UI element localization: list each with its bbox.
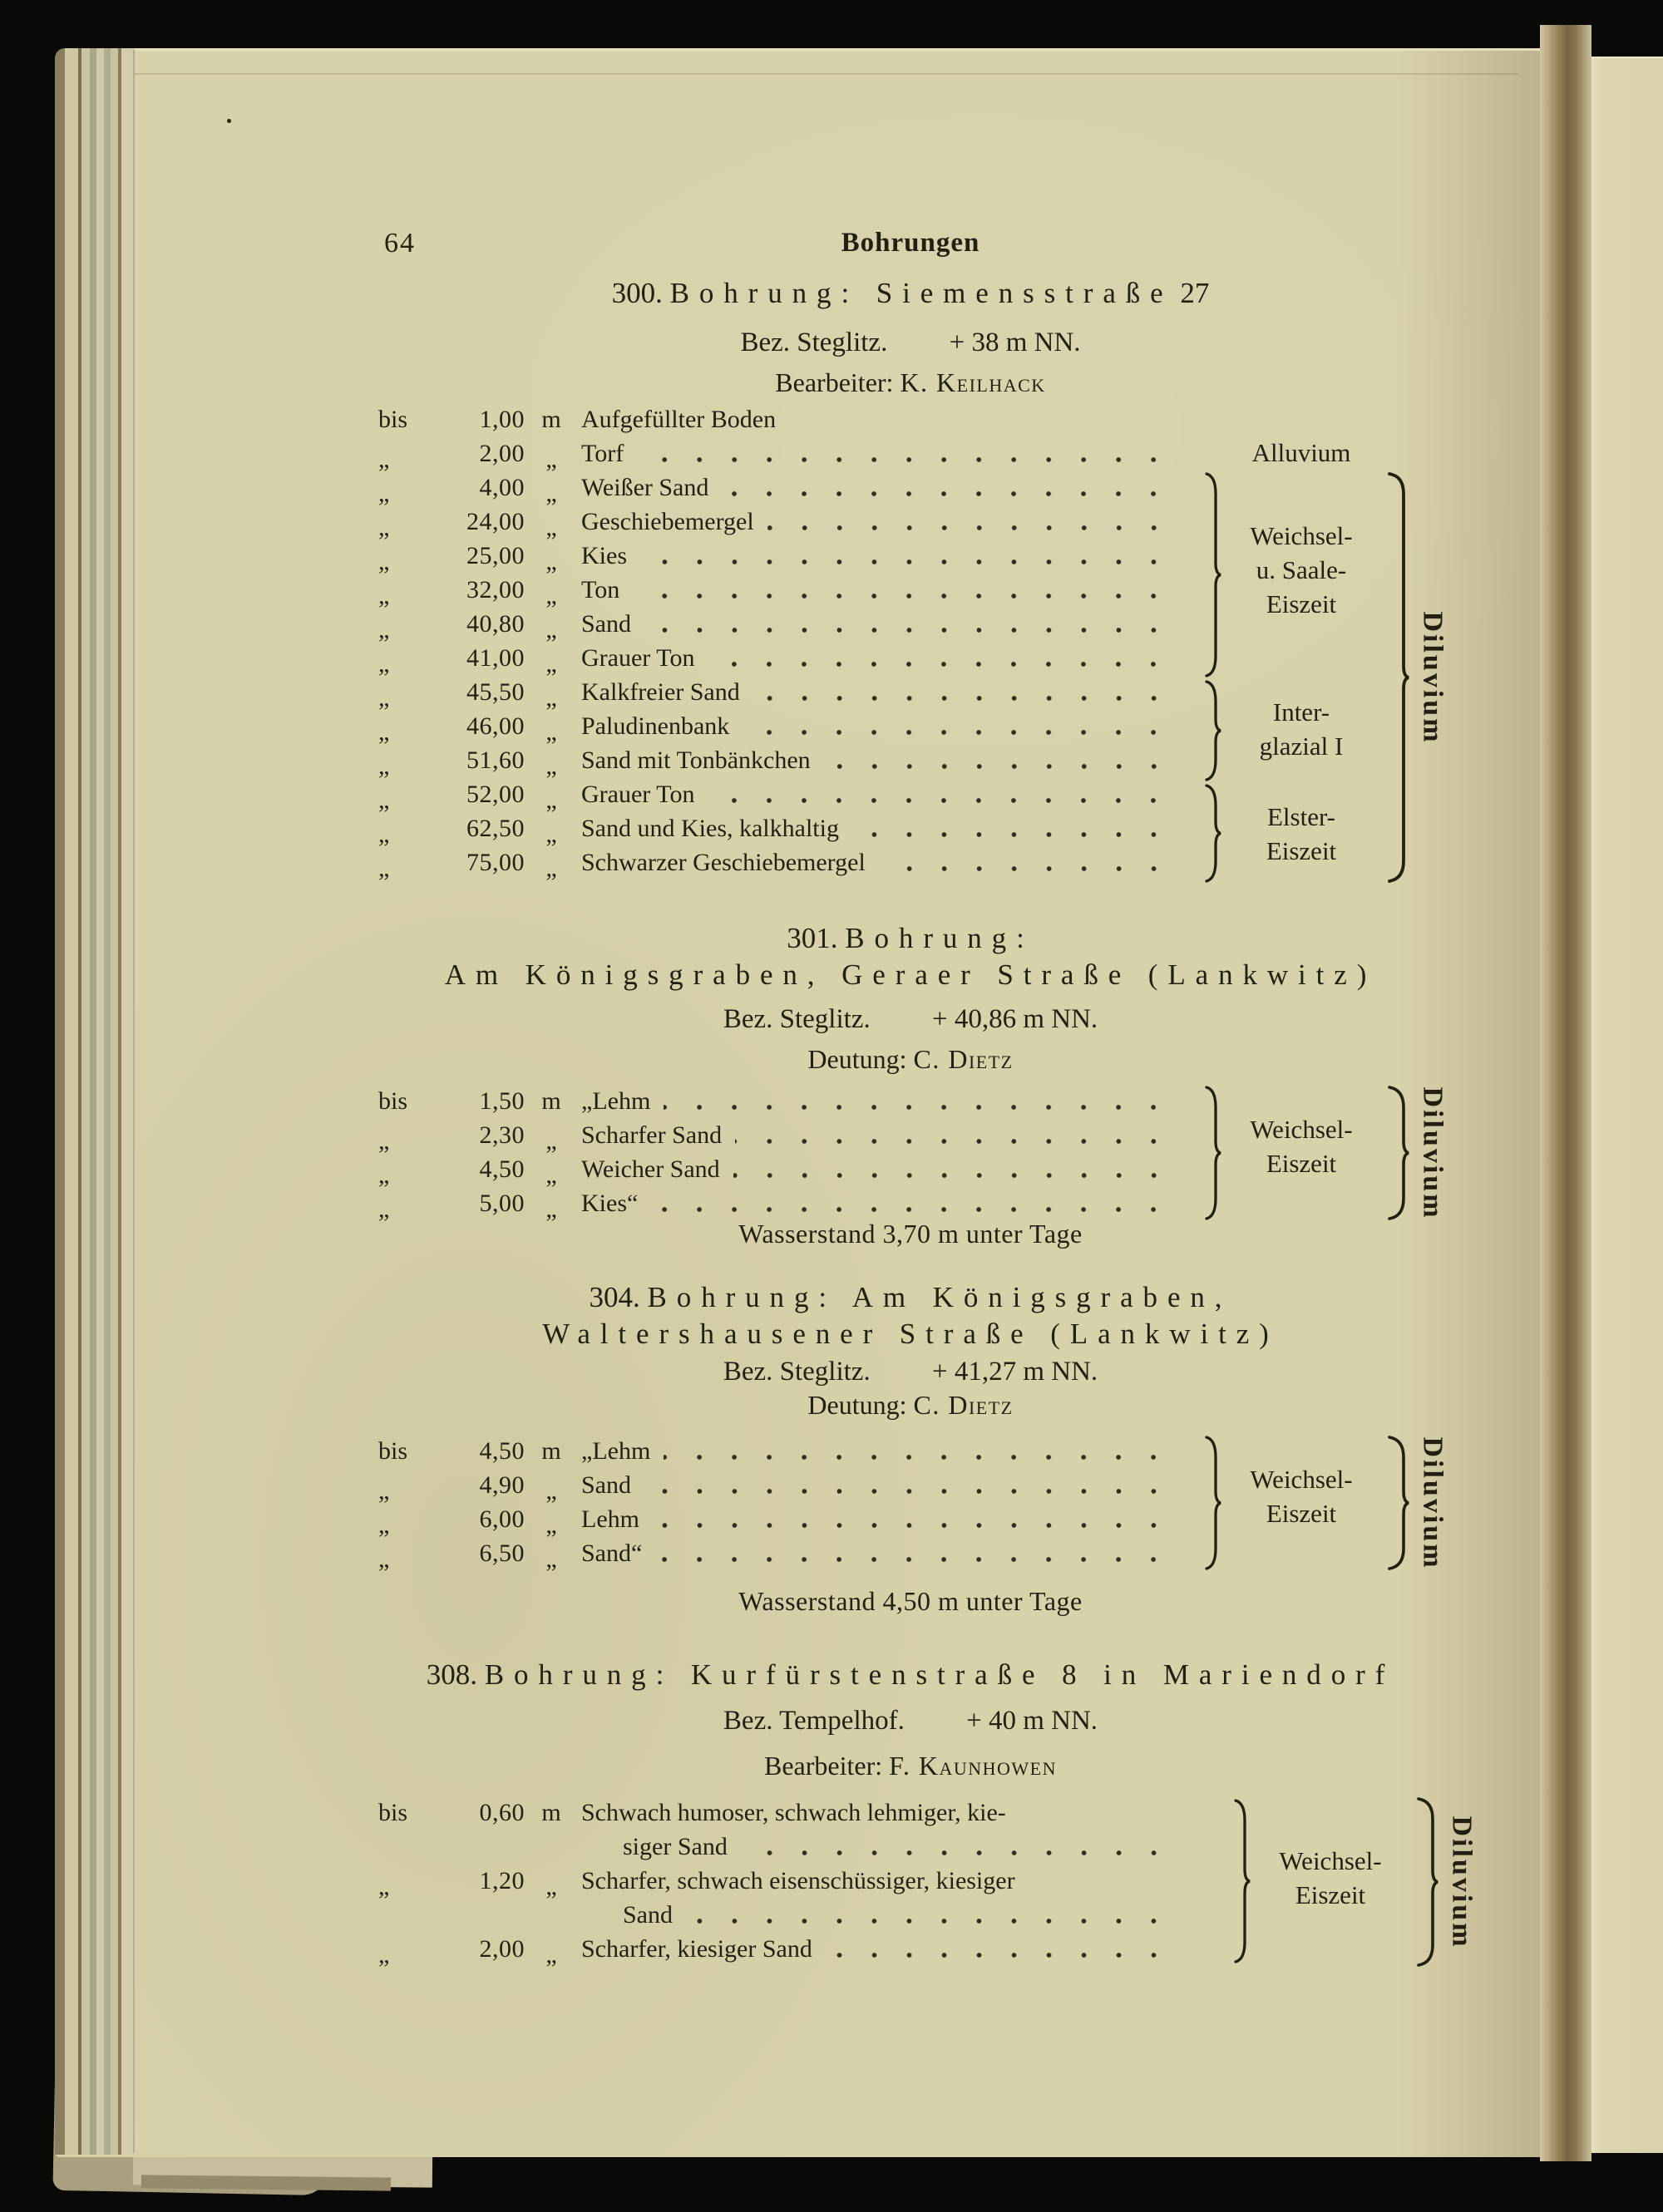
rotated-text: Diluvium xyxy=(1417,1086,1448,1220)
depth-value: 4,00 xyxy=(479,474,525,501)
stratum-age-label: Alluvium xyxy=(1251,438,1351,467)
stratum-description: Geschiebemergel xyxy=(581,508,754,535)
section-300-credit xyxy=(274,366,1547,400)
depth-unit: „ xyxy=(545,752,557,780)
depth-unit: „ xyxy=(545,684,557,712)
depth-prefix: „ xyxy=(378,480,390,507)
dot-leader xyxy=(743,729,1186,736)
brace-glyph xyxy=(1386,1436,1411,1570)
dot-leader xyxy=(852,831,1186,838)
label-line: Eiszeit xyxy=(1266,1499,1337,1528)
section-title-text: Bohrung: Am Königsgraben, xyxy=(647,1281,1232,1313)
depth-value: 2,00 xyxy=(479,440,525,467)
table-row xyxy=(378,1152,1189,1189)
table-row xyxy=(378,470,1189,505)
stratum-description: Sand mit Tonbänkchen xyxy=(581,746,811,774)
dot-leader xyxy=(686,1918,1186,1924)
stratum-age-label xyxy=(1247,1844,1414,1912)
label-line: Weichsel- xyxy=(1250,521,1353,550)
stratum-description: Kies xyxy=(581,542,627,569)
depth-value: 45,50 xyxy=(466,678,525,706)
strata-table-304 xyxy=(378,1434,1547,1575)
brace-glyph xyxy=(1415,1797,1440,1967)
stratum-age-label xyxy=(1218,695,1384,763)
credit-name: K. Keilhack xyxy=(900,367,1046,397)
elevation: + 38 m NN. xyxy=(949,328,1081,357)
credit-label: Deutung: xyxy=(807,1044,907,1074)
stratum-age-label xyxy=(1218,1112,1384,1180)
section-title-text: Bohrung: xyxy=(845,922,1034,954)
table-row xyxy=(378,1468,1189,1505)
depth-value: 40,80 xyxy=(466,610,525,638)
label-line: Eiszeit xyxy=(1266,1149,1337,1178)
depth-prefix: „ xyxy=(378,855,390,882)
depth-value: 0,60 xyxy=(479,1799,525,1826)
depth-unit: „ xyxy=(545,650,557,677)
dot-leader xyxy=(708,661,1186,668)
dot-leader xyxy=(633,593,1186,599)
stratum-description: Sand xyxy=(581,1471,631,1499)
depth-unit: „ xyxy=(545,480,557,507)
page-number: 64 xyxy=(384,228,416,259)
depth-value: 51,60 xyxy=(466,746,525,774)
depth-prefix: „ xyxy=(378,1477,390,1505)
stratum-age-label xyxy=(1218,1462,1384,1530)
district: Bez. Steglitz. xyxy=(723,1004,871,1034)
stratum-description: Lehm xyxy=(581,1505,639,1533)
rotated-text: Diluvium xyxy=(1446,1815,1478,1949)
diluvium-label xyxy=(1414,1436,1451,1570)
section-304-credit xyxy=(274,1388,1547,1422)
depth-unit: „ xyxy=(545,786,557,814)
diluvium-label xyxy=(1414,472,1451,883)
section-title-tail: 27 xyxy=(1180,277,1210,309)
elevation: + 40,86 m NN. xyxy=(931,1004,1098,1034)
depth-value: 6,50 xyxy=(479,1540,525,1567)
stratum-description: Schwach humoser, schwach lehmiger, kie- xyxy=(581,1799,1006,1826)
section-304-title xyxy=(274,1280,1547,1314)
table-row xyxy=(378,1830,1189,1864)
stratum-description: Aufgefüllter Boden xyxy=(581,406,777,433)
stratum-description: Scharfer Sand xyxy=(581,1121,723,1149)
label-line: Eiszeit xyxy=(1266,589,1337,618)
depth-unit: „ xyxy=(545,446,557,473)
depth-unit: „ xyxy=(545,548,557,575)
stratum-description: siger Sand xyxy=(623,1833,728,1860)
stratum-description: Schwarzer Geschiebemergel xyxy=(581,849,866,876)
section-301-credit xyxy=(274,1042,1547,1076)
credit-name: F. Kaunhowen xyxy=(889,1751,1057,1781)
section-301-title-line2: Am Königsgraben, Geraer Straße (Lankwitz) xyxy=(444,958,1377,991)
depth-value: 6,00 xyxy=(479,1505,525,1533)
section-title-text: Bohrung: Kurfürstenstraße 8 in Mariendorf xyxy=(484,1658,1395,1691)
section-title-text: Bohrung: Siemensstraße xyxy=(669,277,1173,309)
stratum-description: Paludinenbank xyxy=(581,712,730,740)
section-300-meta xyxy=(274,326,1547,360)
depth-value: 32,00 xyxy=(466,576,525,603)
rotated-text: Diluvium xyxy=(1417,1436,1448,1570)
label-line: Weichsel- xyxy=(1250,1115,1353,1144)
depth-prefix: „ xyxy=(378,786,390,814)
stratum-description: Sand“ xyxy=(581,1540,643,1567)
table-row xyxy=(378,743,1189,780)
depth-prefix: „ xyxy=(378,1195,390,1223)
table-row xyxy=(378,402,1189,436)
depth-value: 5,00 xyxy=(479,1190,525,1217)
water-level-note: Wasserstand 4,50 m unter Tage xyxy=(738,1586,1083,1616)
table-row xyxy=(378,1796,1189,1830)
table-row xyxy=(378,573,1189,607)
dot-leader xyxy=(644,1488,1186,1495)
depth-unit: „ xyxy=(545,1545,557,1573)
dot-leader xyxy=(653,1522,1186,1529)
brace-glyph xyxy=(1386,472,1411,883)
depth-unit: „ xyxy=(545,1477,557,1505)
section-300-title xyxy=(274,276,1547,310)
dot-leader xyxy=(664,1104,1186,1111)
dot-leader xyxy=(651,1206,1186,1213)
table-row xyxy=(378,1898,1189,1932)
section-308-meta xyxy=(274,1704,1547,1738)
diluvium-label xyxy=(1443,1797,1480,1967)
table-row xyxy=(378,505,1189,539)
table-row xyxy=(378,777,1189,814)
depth-value: 41,00 xyxy=(466,644,525,672)
dot-leader xyxy=(879,865,1186,872)
running-title: Bohrungen xyxy=(841,228,980,258)
stratum-description: Grauer Ton xyxy=(581,644,695,672)
label-line: Inter- xyxy=(1272,697,1330,727)
depth-unit: „ xyxy=(545,1127,557,1155)
depth-unit: „ xyxy=(545,616,557,643)
credit-name: C. Dietz xyxy=(913,1044,1014,1074)
depth-value: 4,50 xyxy=(479,1155,525,1183)
label-line: Eiszeit xyxy=(1295,1880,1366,1909)
depth-prefix: „ xyxy=(378,616,390,643)
depth-prefix: bis xyxy=(378,1799,408,1826)
section-number: 308. xyxy=(426,1658,478,1691)
table-row xyxy=(378,1932,1189,1966)
label-line: glazial I xyxy=(1259,732,1344,761)
depth-unit: „ xyxy=(545,718,557,746)
depth-prefix: „ xyxy=(378,514,390,541)
depth-unit: m xyxy=(541,406,561,433)
dot-leader xyxy=(824,763,1186,770)
stratum-description: Kies“ xyxy=(581,1190,639,1217)
depth-prefix: „ xyxy=(378,1161,390,1189)
depth-prefix: „ xyxy=(378,752,390,780)
depth-value: 1,20 xyxy=(479,1867,525,1894)
district: Bez. Tempelhof. xyxy=(723,1706,905,1736)
depth-unit: „ xyxy=(545,1873,557,1900)
dot-leader xyxy=(664,1454,1186,1461)
section-number: 300. xyxy=(611,277,663,309)
table-row xyxy=(378,1536,1189,1573)
dot-leader xyxy=(741,1850,1186,1856)
credit-label: Bearbeiter: xyxy=(775,367,894,397)
strata-table-300 xyxy=(378,402,1547,884)
depth-value: 1,00 xyxy=(479,406,525,433)
depth-prefix: „ xyxy=(378,1873,390,1900)
depth-prefix: bis xyxy=(378,1087,408,1115)
stratum-description: Weißer Sand xyxy=(581,474,709,501)
water-level-note: Wasserstand 3,70 m unter Tage xyxy=(738,1219,1083,1249)
table-row xyxy=(378,607,1189,641)
dot-leader xyxy=(767,525,1186,531)
stratum-description: Torf xyxy=(581,440,624,467)
depth-prefix: „ xyxy=(378,582,390,609)
diluvium-brace xyxy=(1386,1436,1411,1579)
section-number: 301. xyxy=(787,922,838,954)
elevation: + 40 m NN. xyxy=(966,1706,1098,1736)
depth-value: 2,30 xyxy=(479,1121,525,1149)
depth-value: 52,00 xyxy=(466,781,525,808)
stratum-age-label xyxy=(1218,519,1384,621)
dot-leader xyxy=(753,695,1186,702)
diluvium-brace xyxy=(1386,472,1411,892)
depth-unit: „ xyxy=(545,514,557,541)
table-row xyxy=(378,1864,1189,1898)
stratum-age-label xyxy=(1218,800,1384,868)
depth-unit: „ xyxy=(545,582,557,609)
depth-unit: „ xyxy=(545,1195,557,1223)
rotated-text: Diluvium xyxy=(1417,610,1448,745)
depth-prefix: „ xyxy=(378,446,390,473)
credit-name: C. Dietz xyxy=(913,1390,1014,1420)
table-row xyxy=(378,436,1189,473)
section-304-meta xyxy=(274,1355,1547,1389)
table-row xyxy=(378,675,1189,712)
dot-leader xyxy=(826,1952,1186,1958)
stratum-description: Weicher Sand xyxy=(581,1155,720,1183)
depth-unit: m xyxy=(541,1799,561,1826)
diluvium-brace xyxy=(1386,1086,1411,1229)
district: Bez. Steglitz. xyxy=(723,1357,871,1387)
brace-glyph xyxy=(1386,1086,1411,1220)
depth-prefix: „ xyxy=(378,718,390,746)
stratum-description: Sand xyxy=(623,1901,673,1929)
stratum-description: Scharfer, kiesiger Sand xyxy=(581,1935,812,1963)
label-line: Elster- xyxy=(1266,802,1335,831)
depth-prefix: bis xyxy=(378,1437,408,1465)
strata-table-301 xyxy=(378,1084,1547,1225)
table-row xyxy=(378,1084,1189,1118)
label-line: Weichsel- xyxy=(1250,1465,1353,1494)
stratum-description: Sand xyxy=(581,610,631,638)
label-line: Eiszeit xyxy=(1266,836,1337,865)
section-301-meta xyxy=(274,1003,1547,1037)
section-301-title xyxy=(274,921,1547,955)
table-row xyxy=(378,845,1189,882)
stratum-description: „Lehm xyxy=(581,1437,651,1465)
depth-prefix: „ xyxy=(378,820,390,848)
depth-value: 25,00 xyxy=(466,542,525,569)
dot-leader xyxy=(708,797,1186,804)
section-308-title xyxy=(274,1658,1547,1692)
dot-leader xyxy=(637,456,1186,463)
section-304-title-line2: Waltershausener Straße (Lankwitz) xyxy=(542,1318,1279,1350)
depth-value: 4,90 xyxy=(479,1471,525,1499)
table-row xyxy=(378,641,1189,675)
depth-unit: „ xyxy=(545,820,557,848)
depth-unit: „ xyxy=(545,855,557,882)
depth-unit: „ xyxy=(545,1161,557,1189)
depth-prefix: „ xyxy=(378,650,390,677)
section-308-credit xyxy=(274,1749,1547,1783)
table-row xyxy=(378,1186,1189,1223)
section-number: 304. xyxy=(589,1281,640,1313)
dot-leader xyxy=(733,1172,1186,1179)
depth-prefix: „ xyxy=(378,1545,390,1573)
credit-label: Deutung: xyxy=(807,1390,907,1420)
depth-value: 75,00 xyxy=(466,849,525,876)
depth-prefix: „ xyxy=(378,1941,390,1968)
depth-unit: m xyxy=(541,1437,561,1465)
stratum-description: Kalkfreier Sand xyxy=(581,678,740,706)
dot-leader xyxy=(735,1138,1186,1145)
stratum-description: Scharfer, schwach eisenschüssiger, kiesiger xyxy=(581,1867,1015,1894)
label-line: u. Saale- xyxy=(1256,555,1347,584)
depth-prefix: „ xyxy=(378,1127,390,1155)
dot-leader xyxy=(640,559,1186,565)
depth-value: 62,50 xyxy=(466,815,525,842)
elevation: + 41,27 m NN. xyxy=(931,1357,1098,1387)
stratum-description: „Lehm xyxy=(581,1087,651,1115)
table-row xyxy=(378,709,1189,746)
depth-unit: m xyxy=(541,1087,561,1115)
diluvium-label xyxy=(1414,1086,1451,1220)
depth-value: 46,00 xyxy=(466,712,525,740)
district: Bez. Steglitz. xyxy=(740,328,888,357)
table-row xyxy=(378,539,1189,573)
table-row xyxy=(378,1502,1189,1539)
depth-value: 24,00 xyxy=(466,508,525,535)
depth-prefix: „ xyxy=(378,1511,390,1539)
table-row xyxy=(378,811,1189,848)
stratum-description: Grauer Ton xyxy=(581,781,695,808)
dot-leader xyxy=(655,1556,1186,1563)
table-row xyxy=(378,1434,1189,1468)
diluvium-brace xyxy=(1415,1797,1440,1976)
dot-leader xyxy=(722,490,1186,497)
depth-value: 4,50 xyxy=(479,1437,525,1465)
depth-prefix: „ xyxy=(378,548,390,575)
credit-label: Bearbeiter: xyxy=(763,1751,883,1781)
strata-table-308 xyxy=(378,1796,1547,1970)
dot-leader xyxy=(644,627,1186,633)
depth-prefix: bis xyxy=(378,406,408,433)
stratum-description: Sand und Kies, kalkhaltig xyxy=(581,815,839,842)
depth-unit: „ xyxy=(545,1941,557,1968)
table-row xyxy=(378,1118,1189,1155)
page-header xyxy=(274,226,1547,260)
label-line: Weichsel- xyxy=(1279,1846,1382,1875)
stratum-description: Ton xyxy=(581,576,620,603)
depth-prefix: „ xyxy=(378,684,390,712)
depth-value: 2,00 xyxy=(479,1935,525,1963)
depth-value: 1,50 xyxy=(479,1087,525,1115)
depth-unit: „ xyxy=(545,1511,557,1539)
